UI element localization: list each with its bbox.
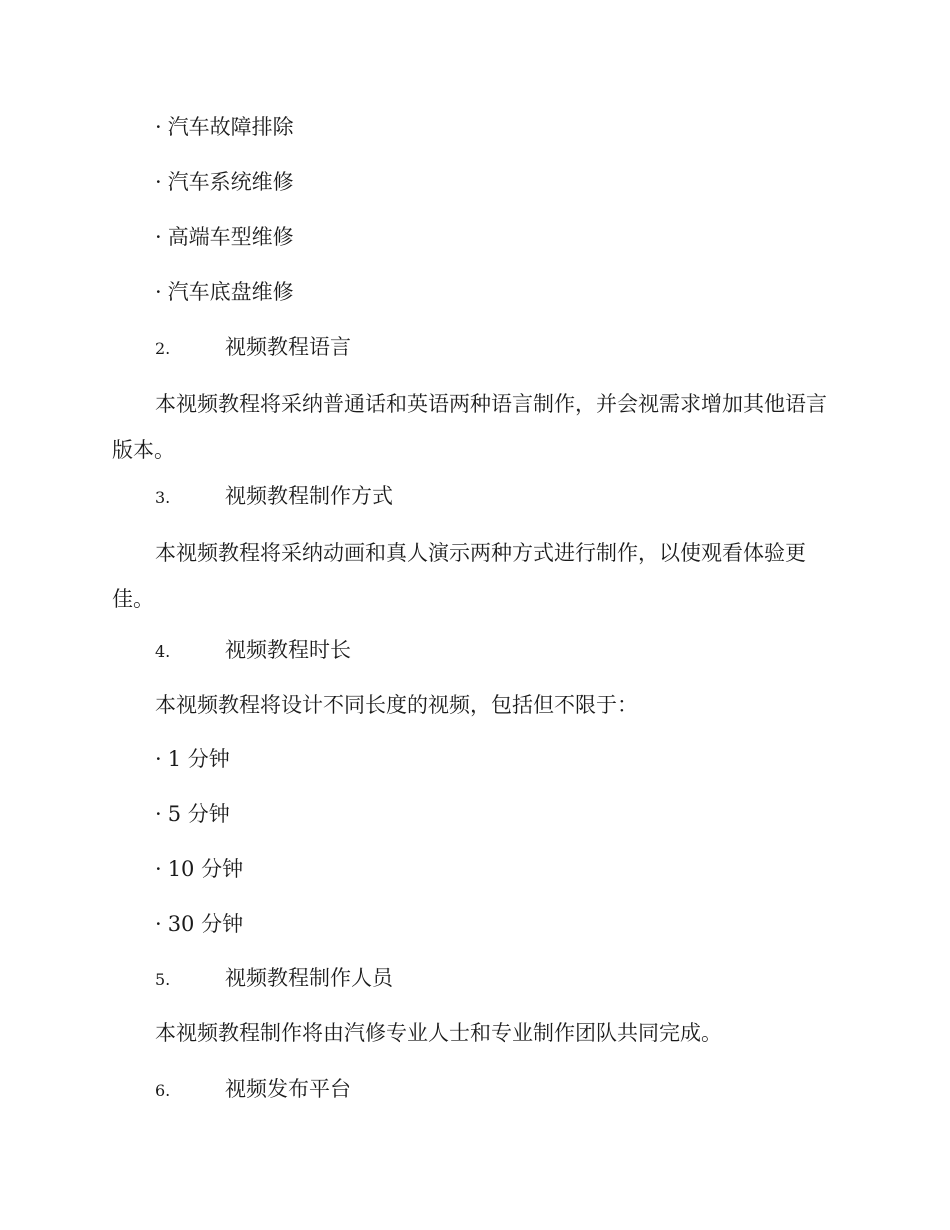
- paragraph-duration: 本视频教程将设计不同长度的视频，包括但不限于：: [155, 693, 638, 717]
- section-title: 视频教程语言: [225, 335, 351, 359]
- bullet-dot: ·: [155, 857, 162, 881]
- bullet-dot: ·: [155, 912, 162, 936]
- list-item: [155, 798, 230, 830]
- list-item: [155, 221, 294, 253]
- list-item-text: 1 分钟: [167, 747, 230, 771]
- list-item: [155, 166, 294, 198]
- bullet-dot: ·: [155, 747, 162, 771]
- list-item-text: 30 分钟: [167, 912, 244, 936]
- section-title: 视频教程制作人员: [225, 966, 393, 990]
- list-item: [155, 853, 243, 885]
- bullet-dot: ·: [155, 802, 162, 826]
- section-heading-staff: [155, 962, 393, 996]
- section-number: 6.: [155, 1081, 171, 1100]
- section-heading-method: [155, 480, 393, 514]
- list-item-text: 汽车系统维修: [167, 170, 294, 194]
- paragraph-language: 本视频教程将采纳普通话和英语两种语言制作，并会视需求增加其他语言版本。: [112, 392, 827, 462]
- list-item: [155, 743, 230, 775]
- list-item: [155, 111, 294, 143]
- section-number: 2.: [155, 339, 171, 358]
- paragraph-method: 本视频教程将采纳动画和真人演示两种方式进行制作，以使观看体验更佳。: [112, 541, 806, 611]
- section-title: 视频发布平台: [225, 1077, 351, 1101]
- section-title: 视频教程时长: [225, 638, 351, 662]
- list-item-text: 10 分钟: [167, 857, 244, 881]
- section-title: 视频教程制作方式: [225, 484, 393, 508]
- bullet-dot: ·: [155, 280, 162, 304]
- section-number: 4.: [155, 642, 171, 661]
- paragraph-staff: 本视频教程制作将由汽修专业人士和专业制作团队共同完成。: [155, 1021, 722, 1045]
- section-heading-platform: [155, 1073, 351, 1107]
- list-item: [155, 908, 243, 940]
- section-number: 5.: [155, 970, 171, 989]
- list-item-text: 5 分钟: [167, 802, 230, 826]
- list-item-text: 高端车型维修: [167, 225, 294, 249]
- bullet-dot: ·: [155, 170, 162, 194]
- bullet-dot: ·: [155, 225, 162, 249]
- list-item-text: 汽车底盘维修: [167, 280, 294, 304]
- list-item-text: 汽车故障排除: [167, 115, 294, 139]
- section-number: 3.: [155, 488, 171, 507]
- bullet-dot: ·: [155, 115, 162, 139]
- list-item: [155, 276, 294, 308]
- section-heading-language: [155, 331, 351, 365]
- section-heading-duration: [155, 634, 351, 668]
